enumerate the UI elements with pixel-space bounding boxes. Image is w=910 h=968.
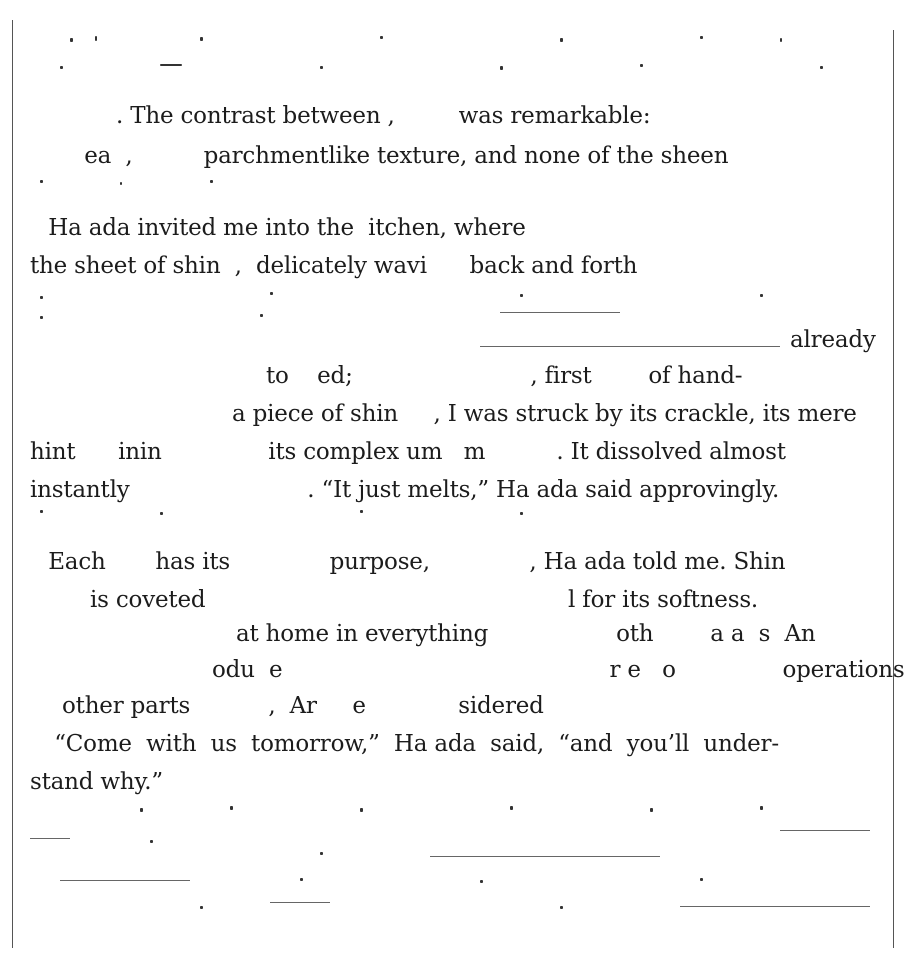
ink-speck: [270, 292, 273, 295]
text-line: odu e r e o operations: [212, 657, 905, 683]
scan-streak: [270, 902, 330, 903]
ink-speck: [380, 36, 383, 39]
text-line: instantly . “It just melts,” Ha ada said approvingly.: [30, 477, 780, 503]
ink-speck: [700, 36, 703, 39]
ink-speck: [40, 510, 43, 513]
ink-speck: [820, 66, 823, 69]
text-line: Each has its purpose, , Ha ada told me. Shin: [34, 549, 786, 575]
ink-speck: [360, 510, 363, 513]
ink-speck: [640, 64, 643, 67]
ink-speck: [210, 180, 213, 183]
scan-streak: [30, 838, 70, 839]
ink-speck: [320, 66, 323, 69]
scan-streak: [500, 312, 620, 313]
ink-speck: [40, 180, 43, 183]
scan-streak: [780, 830, 870, 831]
text-line: Ha ada invited me into the itchen, where: [34, 215, 526, 241]
scan-streak: [480, 346, 780, 347]
ink-speck: [320, 852, 323, 855]
text-line: a piece of shin , I was struck by its crackle, its mere: [232, 401, 857, 427]
ink-speck: [260, 314, 263, 317]
ink-speck: [760, 294, 763, 297]
ink-speck: [700, 878, 703, 881]
ink-speck: [140, 808, 143, 812]
ink-speck: [780, 38, 782, 42]
ink-speck: [230, 806, 233, 810]
ink-speck: [650, 808, 653, 812]
ink-speck: [300, 878, 303, 881]
ink-speck: [60, 66, 63, 69]
ink-speck: [150, 840, 153, 843]
right-margin-line: [893, 30, 894, 948]
text-line: is coveted l for its softness.: [90, 587, 759, 613]
ink-speck: [520, 512, 523, 515]
text-line: the sheet of shin , delicately wavi back and forth: [30, 253, 638, 279]
text-line: “Come with us tomorrow,” Ha ada said, “and you’ll under-: [40, 731, 779, 757]
text-line: stand why.”: [30, 769, 163, 795]
scan-streak: [680, 906, 870, 907]
left-margin-line: [12, 20, 13, 948]
ink-speck: [480, 880, 483, 883]
text-line: ea , parchmentlike texture, and none of the sheen: [70, 143, 729, 169]
ink-speck: [760, 806, 763, 810]
scan-streak: [430, 856, 660, 857]
text-line: to ed; , first of hand-: [266, 363, 743, 389]
ink-speck: [160, 512, 163, 515]
scan-streak: [60, 880, 190, 881]
ink-speck: [160, 64, 182, 66]
ink-speck: [200, 37, 203, 41]
ink-speck: [560, 906, 563, 909]
ink-speck: [500, 66, 503, 70]
ink-speck: [520, 294, 523, 297]
ink-speck: [510, 806, 513, 810]
text-line: hint inin its complex um m . It dissolved almost: [30, 439, 786, 465]
ink-speck: [70, 38, 73, 42]
ink-speck: [120, 182, 122, 185]
text-line: at home in everything oth a a s An: [236, 621, 816, 647]
text-line: . The contrast between , was remarkable:: [116, 103, 651, 129]
ink-speck: [560, 38, 563, 42]
ink-speck: [95, 36, 97, 41]
ink-speck: [40, 296, 43, 299]
ink-speck: [360, 808, 363, 812]
text-line: already: [790, 327, 876, 353]
text-line: other parts , Ar e sidered: [62, 693, 544, 719]
ink-speck: [40, 316, 43, 319]
ink-speck: [200, 906, 203, 909]
